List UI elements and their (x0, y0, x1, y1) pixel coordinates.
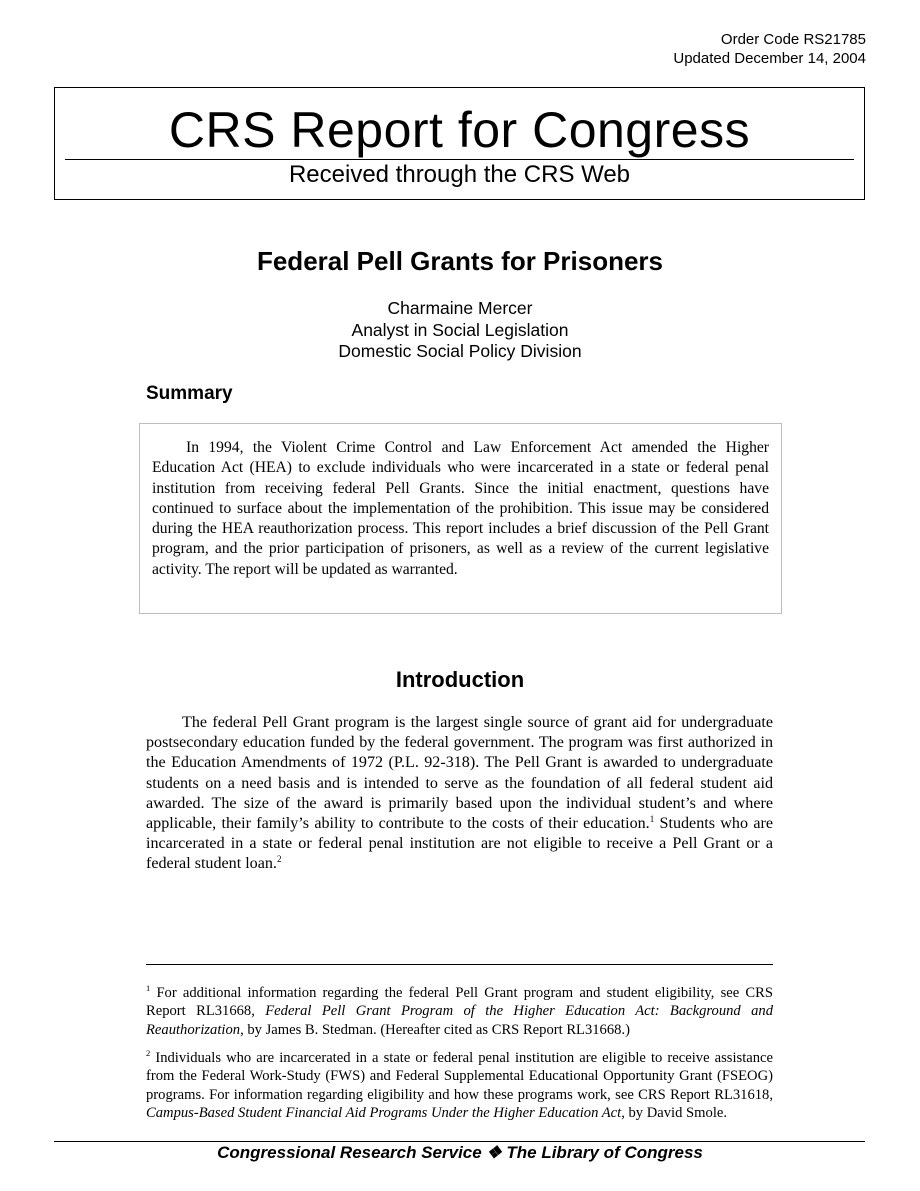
footnote-1-tail: , by James B. Stedman. (Hereafter cited as CRS Report RL31668.) (240, 1021, 630, 1038)
document-title: Federal Pell Grants for Prisoners (256, 246, 664, 276)
summary-text: In 1994, the Violent Crime Control and Law Enforcement Act amended the Higher Education Act (HEA) to exclude individuals who were incarcerated in a state or federal penal institution from receiving federal Pell Grants. Since the initial enactment, questions have continued to surface about the implementation of the prohibition. This issue may be considered during the HEA reauthorization process. This report includes a brief discussion of the Pell Grant program, and the prior participation of prisoners, as well as a review of the current legislative activity. The report will be updated as warranted. (152, 439, 769, 578)
footnote-2-text: Individuals who are incarcerated in a state or federal penal institution are eligible to receive assistance from the Federal Work-Study (FWS) and Federal Supplemental Educational Opportunity Grant (FSEOG) programs. For information regarding eligibility and how these programs work, see CRS Report RL31618, (146, 1050, 773, 1103)
footnote-1 (146, 984, 773, 1039)
author-name: Charmaine Mercer (387, 298, 533, 318)
footnote-ref-1: 1 (649, 814, 655, 825)
introduction-heading: Introduction (395, 667, 525, 692)
footnote-1-number: 1 (146, 983, 151, 993)
footnote-2 (146, 1049, 773, 1122)
summary-heading: Summary (146, 383, 233, 404)
order-code: Order Code RS21785 (720, 31, 866, 48)
footnote-1-text: For additional information regarding the federal Pell Grant program and student eligibility, see CRS Report RL31668, (146, 985, 773, 1020)
intro-text-part1: The federal Pell Grant program is the largest single source of grant aid for undergraduate postsecondary education funded by the federal government. The program was first authorized in the Education Amendments of 1972 (P.L. 92-318). The Pell Grant is awarded to undergraduate students on a need basis and is intended to serve as the foundation of all federal student aid awarded. The size of the award is primarily based upon the individual student’s and where applicable, their family’s ability to contribute to the costs of their education. (146, 714, 773, 833)
author-block (0, 298, 920, 363)
introduction-paragraph (146, 713, 773, 875)
intro-text-part2: Students who are incarcerated in a state or federal penal institution are not eligible to receive a Pell Grant or a federal student loan. (146, 815, 773, 873)
author-division: Domestic Social Policy Division (338, 341, 582, 361)
footnote-1-title: Federal Pell Grant Program of the Higher Education Act: Background and Reauthorization (146, 1003, 773, 1038)
report-header-subtitle: Received through the CRS Web (288, 161, 631, 188)
updated-date: Updated December 14, 2004 (673, 50, 866, 67)
footer-divider (54, 1141, 865, 1142)
report-header-title: CRS Report for Congress (168, 102, 751, 158)
author-position: Analyst in Social Legislation (351, 319, 569, 340)
footnote-2-number: 2 (146, 1048, 151, 1058)
footnote-2-title: Campus-Based Student Financial Aid Programs Under the Higher Education Act (146, 1104, 622, 1121)
footnote-2-tail: , by David Smole. (621, 1104, 728, 1121)
report-header (54, 87, 865, 200)
footnote-divider (146, 964, 773, 965)
order-info (673, 30, 866, 68)
footnote-ref-2: 2 (276, 854, 282, 865)
page-footer: Congressional Research Service ❖ The Library of Congress (217, 1143, 703, 1162)
